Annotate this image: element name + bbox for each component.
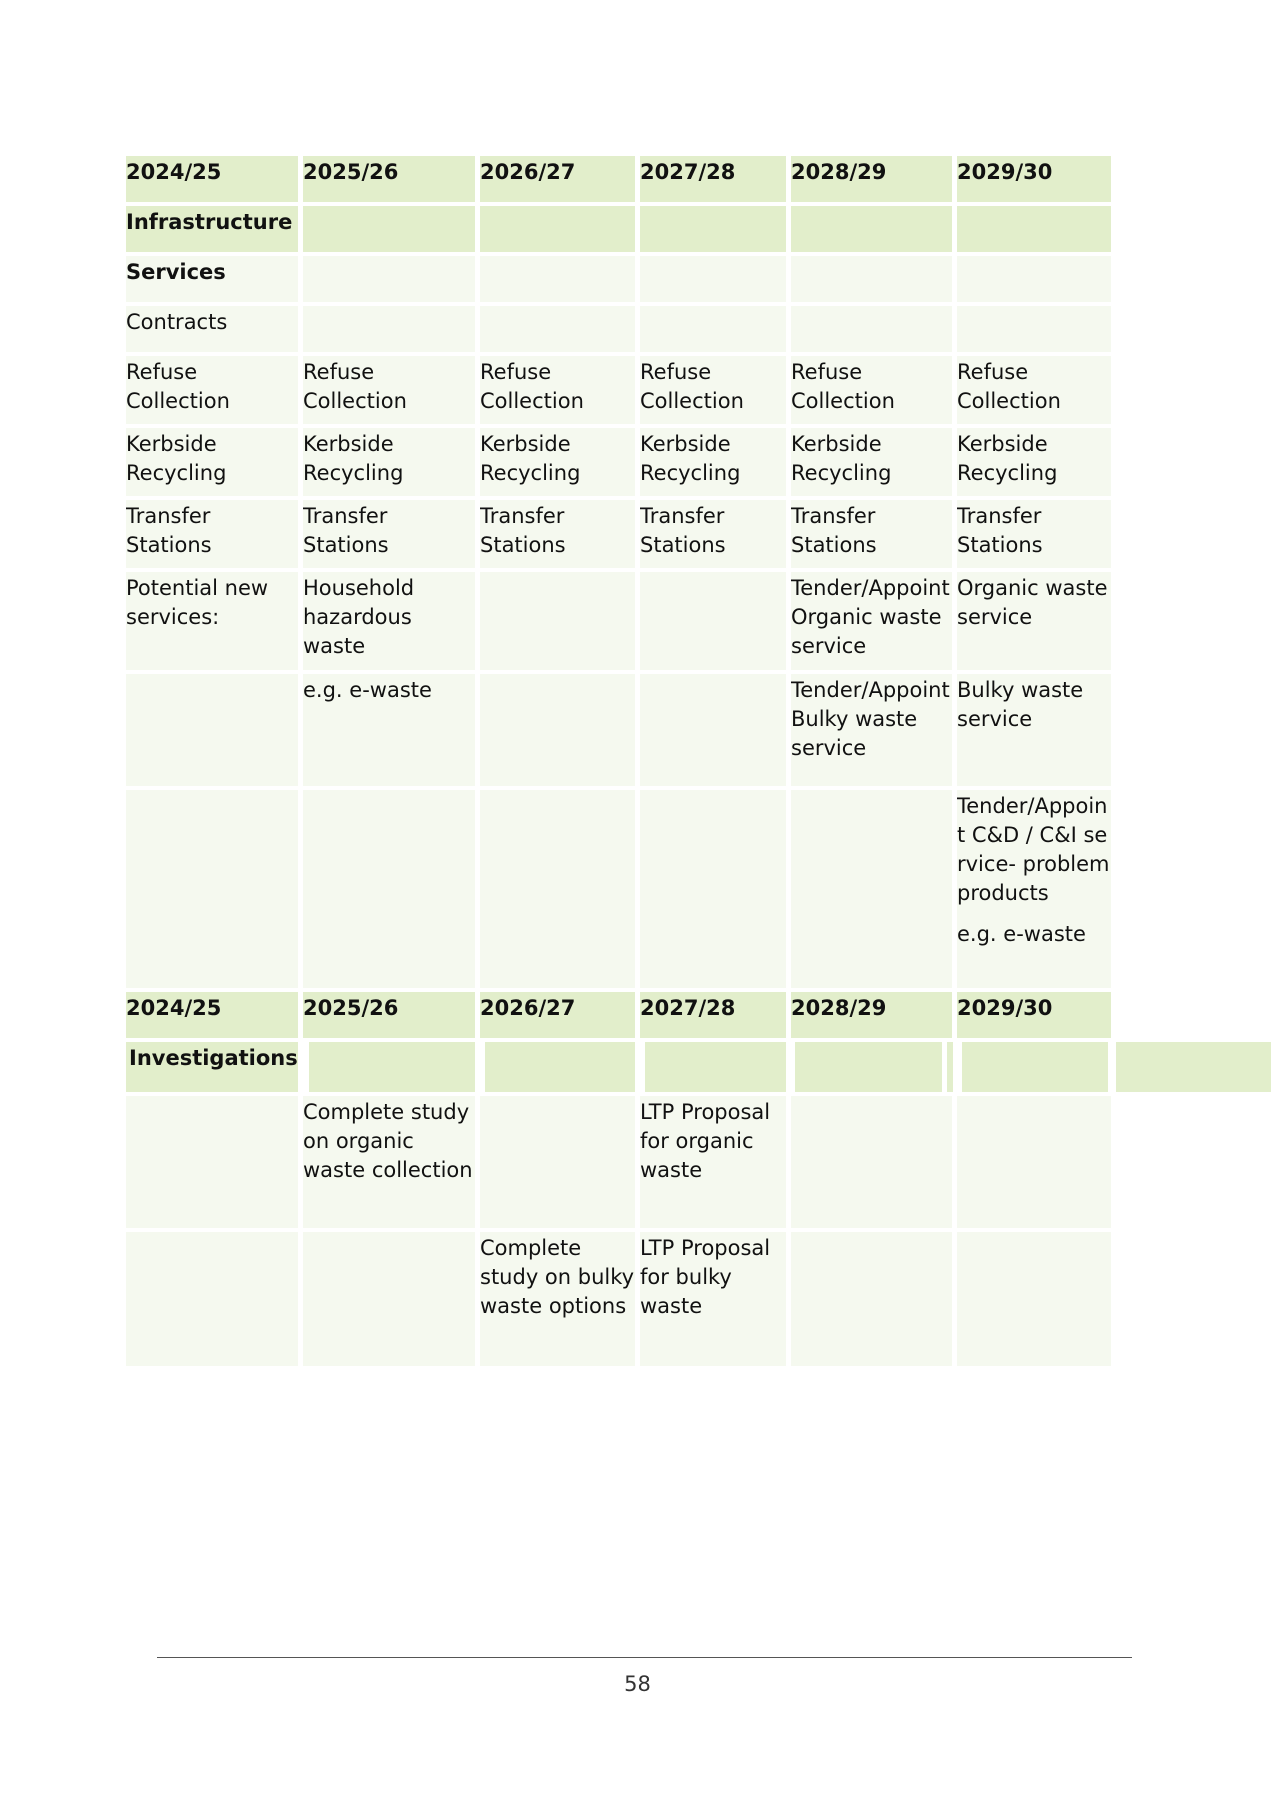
table-cell xyxy=(957,1232,1111,1366)
table-cell: Household hazardous waste xyxy=(303,572,475,670)
page-number: 58 xyxy=(624,1672,651,1696)
empty-cell xyxy=(947,1042,953,1092)
contracts-row xyxy=(126,306,1111,352)
table-cell xyxy=(791,790,952,988)
cell-note: e.g. e-waste xyxy=(957,922,1086,946)
table-cell: Transfer Stations xyxy=(303,500,475,568)
empty-cell xyxy=(640,306,786,352)
table-cell: Tender/Appoint Organic waste service xyxy=(791,572,952,670)
table-cell: Refuse Collection xyxy=(303,356,475,424)
section-label: Investigations xyxy=(126,1042,298,1092)
table-cell: Transfer Stations xyxy=(957,500,1111,568)
empty-cell xyxy=(640,256,786,302)
table-cell: Kerbside Recycling xyxy=(640,428,786,496)
table-cell xyxy=(480,674,635,786)
table-cell: Tender/Appoint Bulky waste service xyxy=(791,674,952,786)
empty-cell xyxy=(485,1042,635,1092)
table-cell: Refuse Collection xyxy=(957,356,1111,424)
header-cell: 2026/27 xyxy=(480,992,635,1038)
table-cell xyxy=(126,790,298,988)
empty-cell xyxy=(640,206,786,252)
infrastructure-row xyxy=(126,206,1111,252)
header-cell: 2024/25 xyxy=(126,156,298,202)
section-label: Infrastructure xyxy=(126,206,298,252)
table-row xyxy=(126,1232,1111,1366)
table-cell xyxy=(480,790,635,988)
table-cell: Kerbside Recycling xyxy=(791,428,952,496)
table-row xyxy=(126,572,1111,670)
table-cell: Organic waste service xyxy=(957,572,1111,670)
table-cell: LTP Proposal for bulky waste xyxy=(640,1232,786,1366)
year-header-row xyxy=(126,992,1111,1038)
table-cell: Complete study on organic waste collection xyxy=(303,1096,475,1228)
table-cell xyxy=(957,1096,1111,1228)
table-cell: Transfer Stations xyxy=(126,500,298,568)
empty-cell xyxy=(1116,1042,1271,1092)
table-cell xyxy=(791,1096,952,1228)
empty-cell xyxy=(303,306,475,352)
empty-cell xyxy=(303,256,475,302)
header-cell: 2025/26 xyxy=(303,992,475,1038)
empty-cell xyxy=(957,206,1111,252)
table-cell xyxy=(126,674,298,786)
header-cell: 2024/25 xyxy=(126,992,298,1038)
table-cell: Kerbside Recycling xyxy=(480,428,635,496)
table-cell: Refuse Collection xyxy=(640,356,786,424)
empty-cell xyxy=(791,256,952,302)
empty-cell xyxy=(480,206,635,252)
table-cell xyxy=(480,1096,635,1228)
table-row xyxy=(126,428,1111,496)
header-cell: 2025/26 xyxy=(303,156,475,202)
table-cell: Transfer Stations xyxy=(791,500,952,568)
row-label: Contracts xyxy=(126,306,298,352)
table-cell: Transfer Stations xyxy=(480,500,635,568)
table-row xyxy=(126,1096,1111,1228)
table-cell: Potential new services: xyxy=(126,572,298,670)
empty-cell xyxy=(957,256,1111,302)
table-row xyxy=(126,790,1111,988)
table-cell xyxy=(480,572,635,670)
empty-cell xyxy=(957,306,1111,352)
header-cell: 2029/30 xyxy=(957,156,1111,202)
table-cell: LTP Proposal for organic waste xyxy=(640,1096,786,1228)
empty-cell xyxy=(480,306,635,352)
table-row xyxy=(126,356,1111,424)
table-cell xyxy=(303,1232,475,1366)
empty-cell xyxy=(480,256,635,302)
table-cell: Kerbside Recycling xyxy=(126,428,298,496)
header-cell: 2027/28 xyxy=(640,992,786,1038)
table-cell: Transfer Stations xyxy=(640,500,786,568)
table-cell: Refuse Collection xyxy=(791,356,952,424)
table-row xyxy=(126,674,1111,786)
table-cell: Kerbside Recycling xyxy=(957,428,1111,496)
cell-text: Tender/Appoint C&D / C&I service- problem products xyxy=(957,794,1110,905)
table-cell xyxy=(640,674,786,786)
table-cell: Kerbside Recycling xyxy=(303,428,475,496)
table-cell: Bulky waste service xyxy=(957,674,1111,786)
table-cell xyxy=(640,572,786,670)
empty-cell xyxy=(645,1042,786,1092)
table-row xyxy=(126,500,1111,568)
investigations-row xyxy=(126,1042,1271,1092)
empty-cell xyxy=(309,1042,475,1092)
header-cell: 2026/27 xyxy=(480,156,635,202)
header-cell: 2028/29 xyxy=(791,156,952,202)
table-cell xyxy=(126,1232,298,1366)
empty-cell xyxy=(795,1042,942,1092)
footer-divider xyxy=(157,1657,1132,1658)
empty-cell xyxy=(791,306,952,352)
table-cell: Refuse Collection xyxy=(126,356,298,424)
empty-cell xyxy=(303,206,475,252)
empty-cell xyxy=(962,1042,1108,1092)
section-label: Services xyxy=(126,256,298,302)
header-cell: 2029/30 xyxy=(957,992,1111,1038)
header-cell: 2028/29 xyxy=(791,992,952,1038)
table-cell xyxy=(303,790,475,988)
table-cell xyxy=(791,1232,952,1366)
table-cell xyxy=(957,790,1111,988)
table-cell xyxy=(640,790,786,988)
table-cell: e.g. e-waste xyxy=(303,674,475,786)
header-cell: 2027/28 xyxy=(640,156,786,202)
empty-cell xyxy=(791,206,952,252)
services-row xyxy=(126,256,1111,302)
table-cell: Complete study on bulky waste options xyxy=(480,1232,635,1366)
table-cell: Refuse Collection xyxy=(480,356,635,424)
table-cell xyxy=(126,1096,298,1228)
